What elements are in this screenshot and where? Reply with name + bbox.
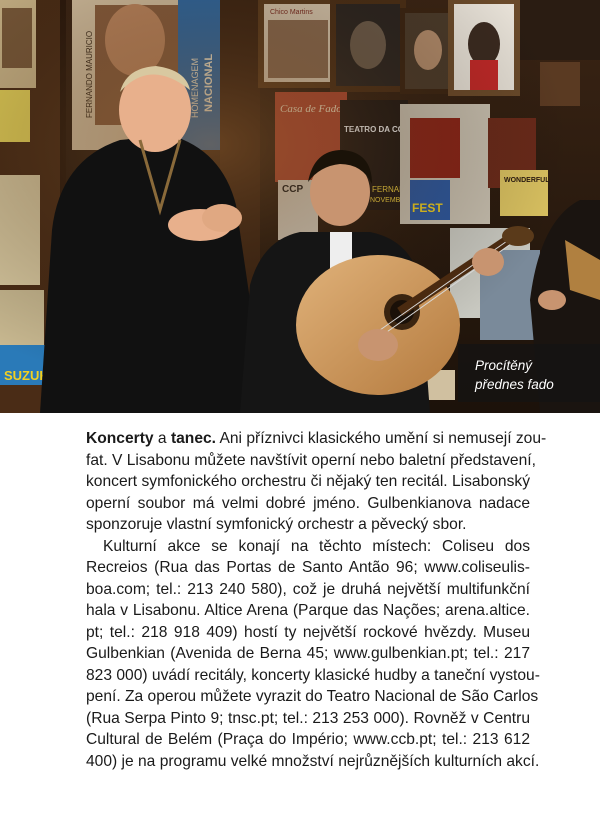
text-line: fat. V Lisabonu můžete navštívit operní nebo baletní představení, bbox=[86, 451, 536, 469]
heading-concerts: Koncerty bbox=[86, 430, 154, 447]
text-line: Kulturní akce se konají na těchto místech: Coliseu dos bbox=[103, 537, 530, 555]
text-line bbox=[86, 428, 547, 450]
photo-caption bbox=[458, 344, 600, 402]
text-line: (Rua Serpa Pinto 9; tnsc.pt; tel.: 213 253 000). Rovněž v Centru bbox=[86, 709, 530, 727]
text-line: koncert symfonického orchestru či nějaký ten recitál. Lisabonský bbox=[86, 473, 530, 490]
text-line: Recreios (Rua das Portas de Santo Antão 96; www.coliseulis- bbox=[86, 559, 530, 576]
text-line: operní soubor má velmi dobré jméno. Gulbenkianova nadace bbox=[86, 494, 530, 512]
text-line: 823 000) uvádí recitály, koncerty klasické hudby a taneční vystou- bbox=[86, 666, 540, 684]
article-text bbox=[86, 428, 547, 772]
text-line: Gulbenkian (Avenida de Berna 45; www.gulbenkian.pt; tel.: 217 bbox=[86, 645, 530, 662]
text-line: 400) je na programu velké množství nejrůznějších kulturních akcí. bbox=[86, 752, 540, 770]
heading-dance: tanec. bbox=[170, 430, 217, 447]
paragraph-concerts bbox=[86, 428, 547, 536]
caption-line-2: přednes fado bbox=[475, 377, 554, 392]
text-line: Cultural de Belém (Praça do Império; www.ccb.pt; tel.: 213 612 bbox=[86, 731, 530, 748]
text-line: pení. Za operou můžete vyrazit do Teatro Nacional de São Carlos bbox=[86, 688, 539, 705]
text-line: sponzoruje vlastní symfonický orchestr a pěvecký sbor. bbox=[86, 516, 467, 533]
text-line: boa.com; tel.: 213 240 580), což je druhá největší multifunkční bbox=[86, 580, 530, 598]
caption-line-1: Procítěný bbox=[475, 358, 533, 373]
text-line: hala v Lisabonu. Altice Arena (Parque das Nações; arena.altice. bbox=[86, 602, 530, 619]
text-fragment: Ani příznivci klasického umění si nemusejí zou- bbox=[216, 430, 547, 447]
heading-connector: a bbox=[153, 430, 171, 447]
paragraph-venues bbox=[86, 536, 540, 773]
text-line: pt; tel.: 218 918 409) hostí ty největší rockové hvězdy. Museu bbox=[86, 623, 530, 641]
